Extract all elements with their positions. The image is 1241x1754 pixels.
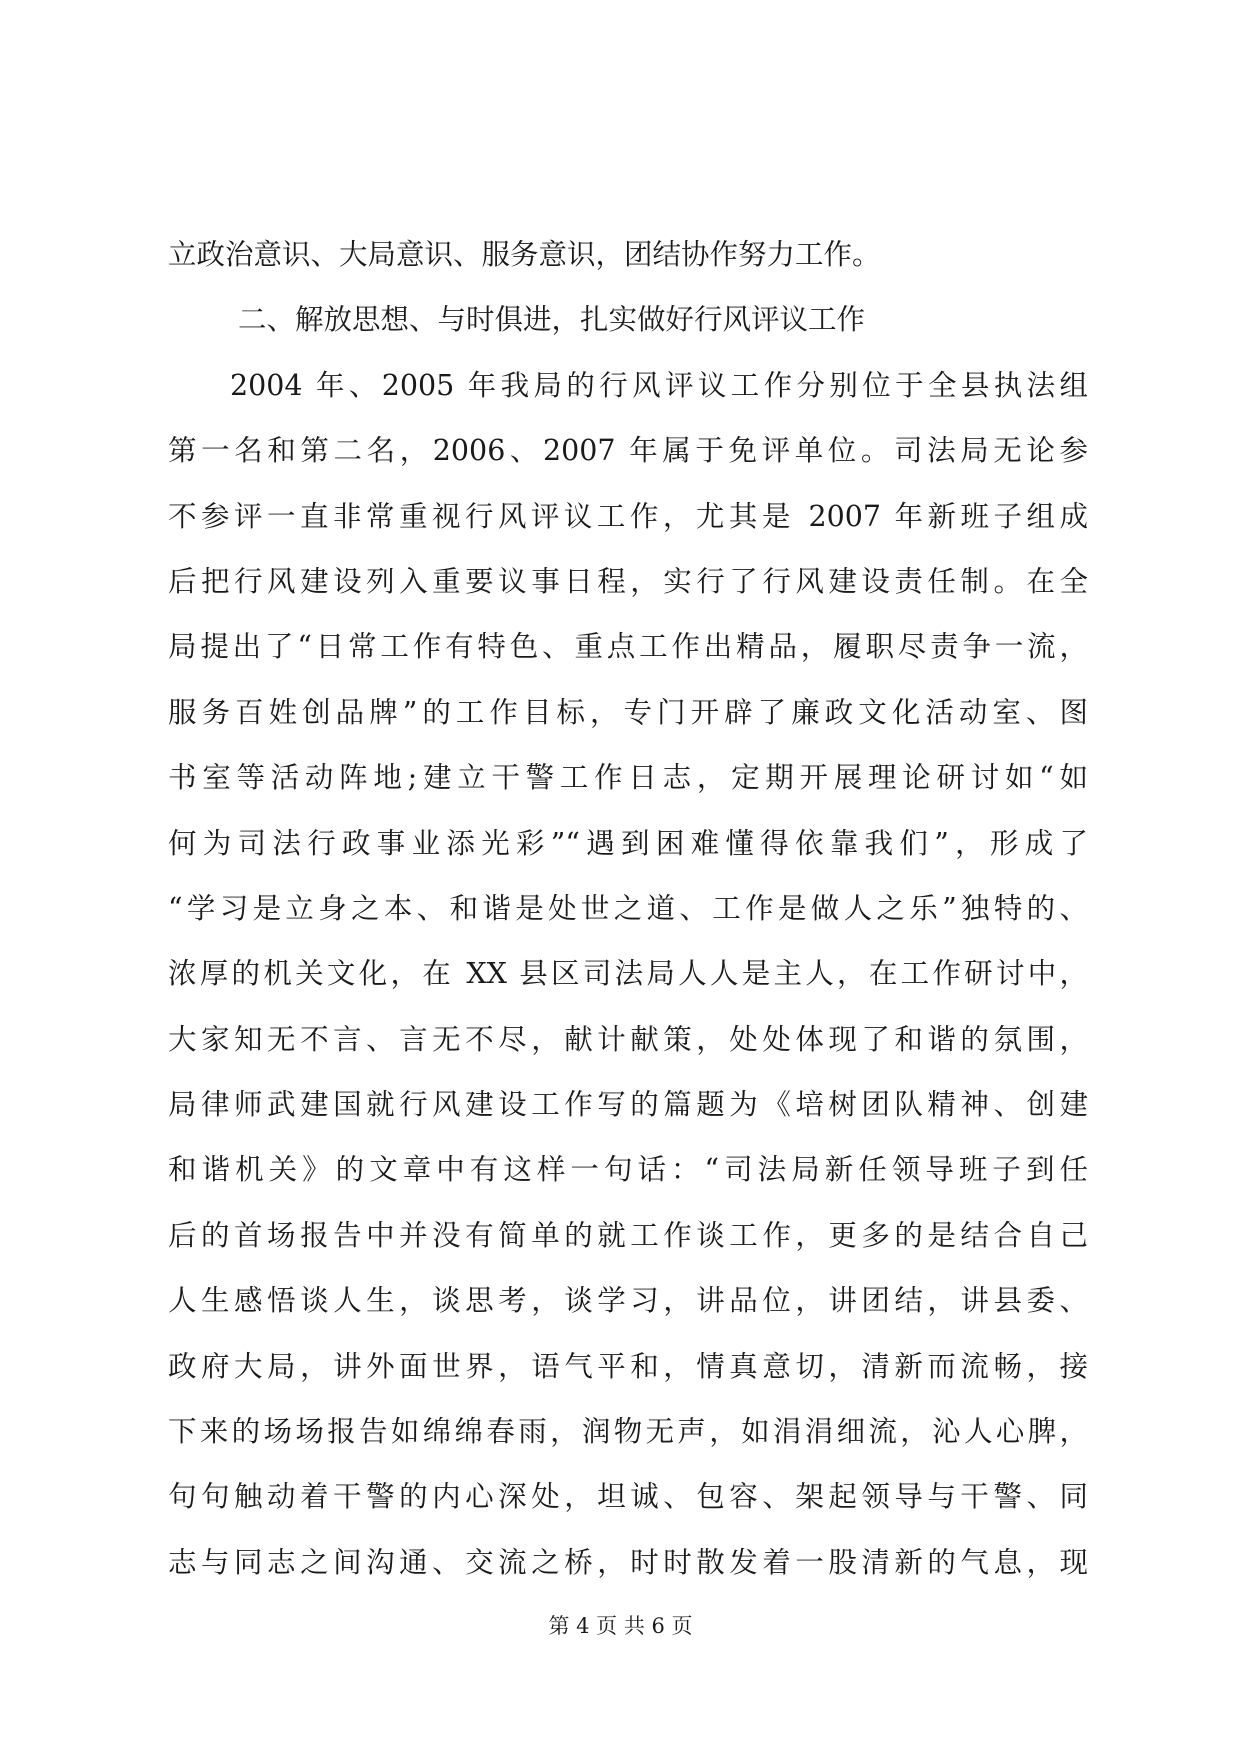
paragraph-line: 下来的场场报告如绵绵春雨，润物无声，如涓涓细流，沁人心脾， bbox=[168, 1415, 1088, 1449]
paragraph-line: 志与同志之间沟通、交流之桥，时时散发着一股清新的气息，现 bbox=[168, 1545, 1088, 1579]
paragraph-line: 第一名和第二名，2006、2007 年属于免评单位。司法局无论参 bbox=[168, 434, 1088, 468]
paragraph-line: 大家知无不言、言无不尽，献计献策，处处体现了和谐的氛围， bbox=[168, 1022, 1088, 1056]
paragraph-line: 人生感悟谈人生，谈思考，谈学习，讲品位，讲团结，讲县委、 bbox=[168, 1284, 1088, 1318]
paragraph-line: “学习是立身之本、和谐是处世之道、工作是做人之乐”独特的、 bbox=[168, 891, 1088, 925]
paragraph-line: 书室等活动阵地;建立干警工作日志，定期开展理论研讨如“如 bbox=[168, 761, 1088, 795]
section-heading: 二、解放思想、与时俱进，扎实做好行风评议工作 bbox=[238, 303, 866, 337]
document-body bbox=[168, 222, 1088, 1595]
paragraph-line: 何为司法行政事业添光彩”“遇到困难懂得依靠我们”，形成了 bbox=[168, 826, 1088, 860]
paragraph-line: 2004 年、2005 年我局的行风评议工作分别位于全县执法组 bbox=[230, 368, 1088, 402]
paragraph-line: 浓厚的机关文化，在 XX 县区司法局人人是主人，在工作研讨中， bbox=[168, 957, 1088, 991]
paragraph-line: 句句触动着干警的内心深处，坦诚、包容、架起领导与干警、同 bbox=[168, 1480, 1088, 1514]
paragraph-line: 后把行风建设列入重要议事日程，实行了行风建设责任制。在全 bbox=[168, 564, 1088, 598]
paragraph-line: 立政治意识、大局意识、服务意识，团结协作努力工作。 bbox=[168, 238, 881, 271]
paragraph-line: 局律师武建国就行风建设工作写的篇题为《培树团队精神、创建 bbox=[168, 1088, 1088, 1122]
page-number-footer: 第 4 页 共 6 页 bbox=[548, 1614, 693, 1638]
paragraph-line: 局提出了“日常工作有特色、重点工作出精品，履职尽责争一流， bbox=[168, 630, 1088, 664]
paragraph-line: 政府大局，讲外面世界，语气平和，情真意切，清新而流畅，接 bbox=[168, 1349, 1088, 1383]
paragraph-line: 不参评一直非常重视行风评议工作，尤其是 2007 年新班子组成 bbox=[168, 499, 1088, 533]
paragraph-line: 后的首场报告中并没有简单的就工作谈工作，更多的是结合自己 bbox=[168, 1218, 1088, 1252]
paragraph-line: 和谐机关》的文章中有这样一句话：“司法局新任领导班子到任 bbox=[168, 1153, 1088, 1187]
paragraph-line: 服务百姓创品牌”的工作目标，专门开辟了廉政文化活动室、图 bbox=[168, 695, 1088, 729]
